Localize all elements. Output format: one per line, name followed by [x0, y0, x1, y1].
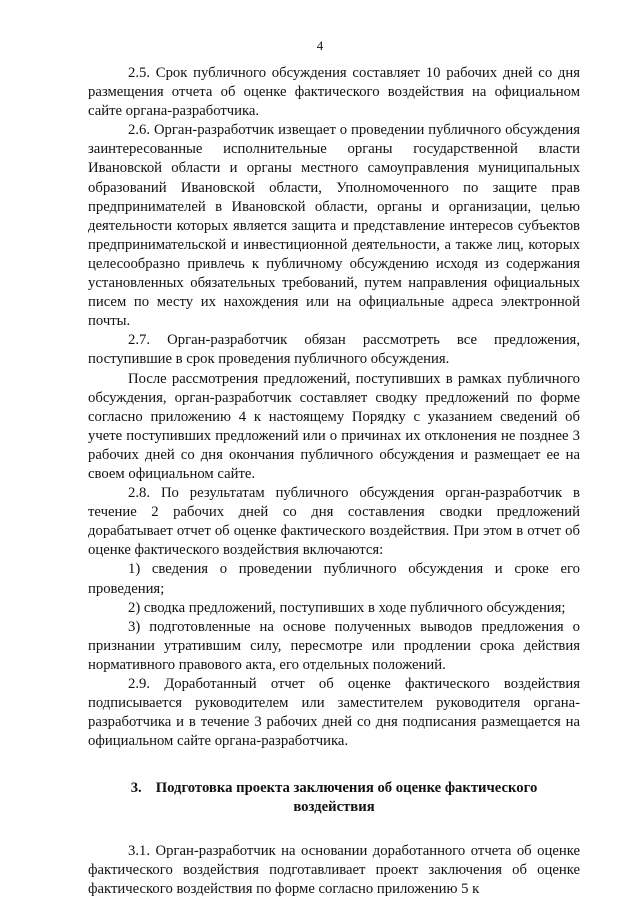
paragraph-2-8: 2.8. По результатам публичного обсуждения орган-разработчик в течение 2 рабочих дней со дня составления сводки предложений дорабатывает отчет об оценке фактического воздействия. При этом в отчет об оценке фактического воздействия включаются:: [88, 485, 580, 559]
page-number: 4: [316, 38, 324, 53]
section-title-line2: воздействия: [293, 799, 375, 816]
paragraph-2-6: 2.6. Орган-разработчик извещает о проведении публичного обсуждения заинтересованные исполнительные органы государственной власти Ивановской области и органы местного самоуправления муниципальных образований Ивановской области, Уполномоченного по защите прав предпринимателей в Ивановской области, органы и организации, целью деятельности которых является защита и представление интересов субъектов предпринимательской и инвестиционной деятельности, а также лиц, которых целесообразно привлечь к публичному обсуждению исходя из содержания установленных обязательных требований, путем направления официальных писем по месту их нахождения или на официальные адреса электронной почты.: [88, 122, 580, 330]
paragraph-2-7: 2.7. Орган-разработчик обязан рассмотреть все предложения, поступившие в срок проведения публичного обсуждения.: [88, 332, 580, 368]
list-item-2: 2) сводка предложений, поступивших в ходе публичного обсуждения;: [128, 599, 566, 616]
paragraph-2-7-continued: После рассмотрения предложений, поступивших в рамках публичного обсуждения, орган-разработчик составляет сводку предложений по форме согласно приложению 4 к настоящему Порядку с указанием сведений об учете поступивших предложений или о причинах их отклонения не позднее 3 рабочих дней со дня окончания публичного обсуждения и размещает ее на своем официальном сайте.: [88, 370, 580, 482]
paragraph-3-1: 3.1. Орган-разработчик на основании доработанного отчета об оценке фактического воздействия подготавливает проект заключения об оценке фактического воздействия по форме согласно приложению 5 к: [88, 842, 580, 897]
paragraph-2-5: 2.5. Срок публичного обсуждения составляет 10 рабочих дней со дня размещения отчета об оценке фактического воздействия на официальном сайте органа-разработчика.: [88, 65, 580, 120]
list-item-3: 3) подготовленные на основе полученных выводов предложения о признании утратившим силу, пересмотре или продлении срока действия нормативного правового акта, его отдельных положений.: [88, 618, 580, 673]
section-heading: [88, 779, 580, 817]
section-title-line1: Подготовка проекта заключения об оценке фактического: [155, 780, 538, 797]
section-number: 3.: [130, 780, 142, 797]
paragraph-2-9: 2.9. Доработанный отчет об оценке фактического воздействия подписывается руководителем или заместителем руководителя органа-разработчика и в течение 3 рабочих дней со дня подписания размещается на официальном сайте органа-разработчика.: [88, 676, 580, 750]
document-body: [88, 64, 580, 899]
list-item-1: 1) сведения о проведении публичного обсуждения и сроке его проведения;: [88, 561, 580, 597]
